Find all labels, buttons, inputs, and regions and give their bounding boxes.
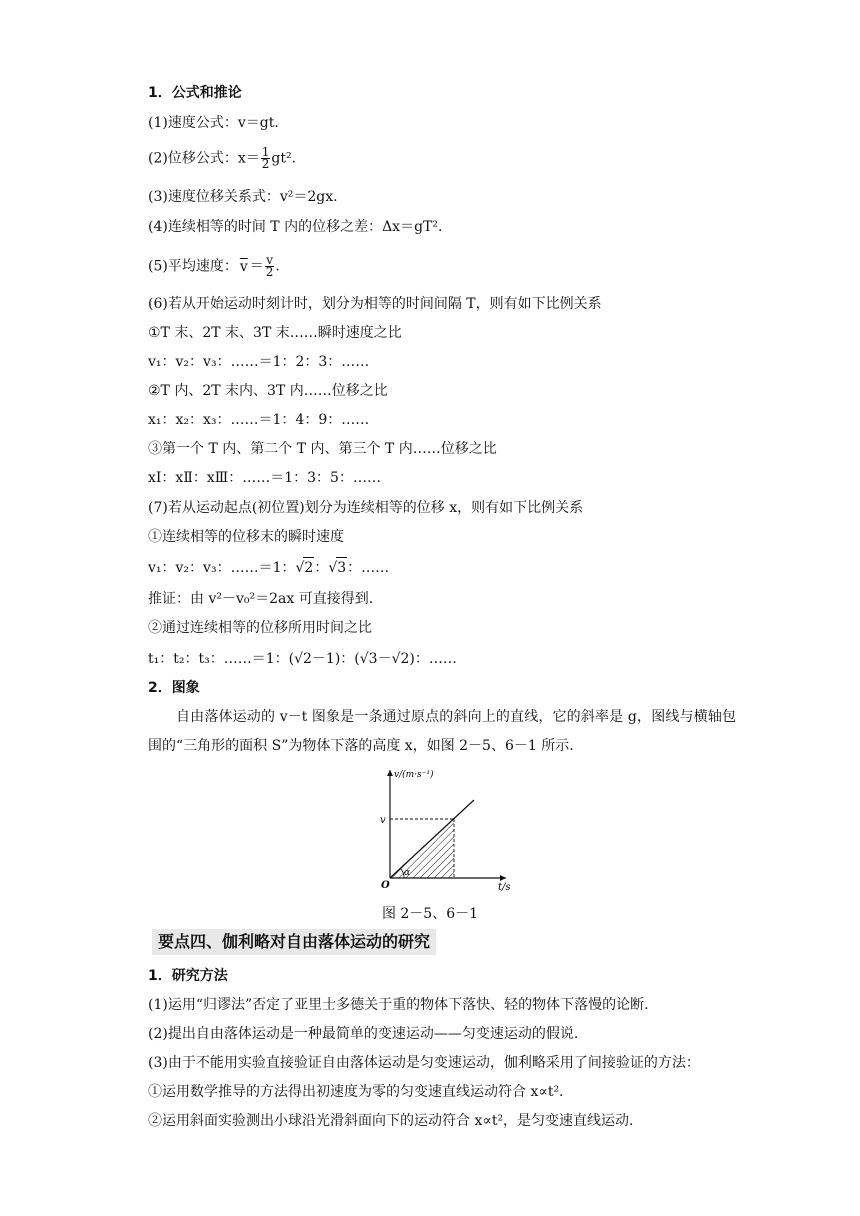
fraction-denominator: 2 bbox=[261, 157, 270, 171]
displacement-formula-suffix: gt². bbox=[271, 150, 297, 167]
equals-sign: ＝ bbox=[249, 258, 264, 275]
ratio-time-values: t₁：t₂：t₃：……＝1：(√2－1)：(√3－√2)：…… bbox=[148, 651, 457, 667]
displacement-formula bbox=[148, 147, 296, 170]
sqrt-2: 2 bbox=[303, 557, 314, 578]
method-point-3: (3)由于不能用实验直接验证自由落体运动是匀变速运动，伽利略采用了间接验证的方法： bbox=[148, 1055, 700, 1071]
ratio-instant-velocity-values: v₁：v₂：v₃：……＝1：√2：√3：…… bbox=[148, 557, 389, 578]
ratio-instant-velocity-title: ①连续相等的位移末的瞬时速度 bbox=[148, 529, 344, 545]
method-point-2: (2)提出自由落体运动是一种最简单的变速运动——匀变速运动的假说. bbox=[148, 1026, 579, 1042]
ratio-interval-title: ③第一个 T 内、第二个 T 内、第三个 T 内……位移之比 bbox=[148, 441, 497, 457]
fraction-v-over-2 bbox=[265, 255, 275, 278]
ratio-intro-displacement: (7)若从运动起点(初位置)划分为连续相等的位移 x，则有如下比例关系 bbox=[148, 500, 584, 516]
ratio-velocity-title: ①T 末、2T 末、3T 末……瞬时速度之比 bbox=[148, 325, 402, 341]
ratio-time-title: ②通过连续相等的位移所用时间之比 bbox=[148, 620, 372, 636]
method-point-1: (1)运用“归谬法”否定了亚里士多德关于重的物体下落快、轻的物体下落慢的论断. bbox=[148, 997, 649, 1013]
ratio-suffix: ：…… bbox=[347, 560, 390, 576]
ratio-displacement-title: ②T 内、2T 末内、3T 内……位移之比 bbox=[148, 383, 388, 399]
fraction-numerator: v bbox=[266, 253, 273, 267]
section-title-formulas: 1．公式和推论 bbox=[148, 85, 242, 101]
origin-label: O bbox=[381, 880, 390, 891]
method-point-5: ②运用斜面实验测出小球沿光滑斜面向下的运动符合 x∝t²，是匀变速直线运动. bbox=[148, 1113, 634, 1129]
figure-caption: 图 2－5、6－1 bbox=[381, 906, 479, 922]
x-axis-label: t/s bbox=[498, 882, 511, 893]
average-velocity-suffix: . bbox=[275, 258, 280, 275]
angle-label: α bbox=[404, 868, 411, 878]
sqrt-3: 3 bbox=[336, 557, 347, 578]
fraction-half bbox=[261, 147, 271, 170]
method-point-4: ①运用数学推导的方法得出初速度为零的匀变速直线运动符合 x∝t². bbox=[148, 1084, 564, 1100]
graph-description: 自由落体运动的 v－t 图象是一条通过原点的斜向上的直线，它的斜率是 g，图线与横轴包围的“三角形的面积 S”为物体下落的高度 x，如图 2－5、6－1 所示. bbox=[148, 709, 736, 754]
proof-line: 推证：由 v²－v₀²＝2ax 可直接得到. bbox=[148, 591, 374, 607]
section-title-method: 1．研究方法 bbox=[148, 968, 228, 984]
ratio-colon: ： bbox=[314, 560, 329, 576]
displacement-difference-formula: (4)连续相等的时间 T 内的位移之差：Δx＝gT². bbox=[148, 219, 443, 235]
average-velocity-formula bbox=[148, 255, 280, 278]
vt-graph-figure bbox=[378, 764, 528, 894]
y-axis-label: v/(m·s⁻¹) bbox=[394, 770, 434, 780]
velocity-formula: (1)速度公式：v＝gt. bbox=[148, 115, 279, 131]
average-velocity-prefix: (5)平均速度： bbox=[148, 258, 238, 275]
section-heading-galileo: 要点四、伽利略对自由落体运动的研究 bbox=[152, 929, 436, 955]
fraction-numerator: 1 bbox=[261, 145, 270, 159]
v-label: v bbox=[380, 815, 386, 826]
section-title-graph: 2．图象 bbox=[148, 680, 200, 696]
velocity-displacement-formula: (3)速度位移关系式：v²＝2gx. bbox=[148, 189, 338, 205]
x-axis-arrow-icon bbox=[500, 875, 506, 881]
ratio-intro-time: (6)若从开始运动时刻计时，划分为相等的时间间隔 T，则有如下比例关系 bbox=[148, 296, 602, 312]
average-velocity-symbol: $\overline{v}$ bbox=[239, 258, 248, 275]
ratio-displacement-values: x₁：x₂：x₃：……＝1：4：9：…… bbox=[148, 412, 370, 428]
displacement-formula-prefix: (2)位移公式：x＝ bbox=[148, 150, 260, 167]
ratio-interval-values: xⅠ：xⅡ：xⅢ：……＝1：3：5：…… bbox=[148, 470, 381, 486]
ratio-velocity-values: v₁：v₂：v₃：……＝1：2：3：…… bbox=[148, 354, 370, 370]
ratio-prefix: v₁：v₂：v₃：……＝1： bbox=[148, 560, 296, 576]
y-axis-arrow-icon bbox=[387, 770, 393, 776]
fraction-denominator: 2 bbox=[265, 265, 274, 279]
